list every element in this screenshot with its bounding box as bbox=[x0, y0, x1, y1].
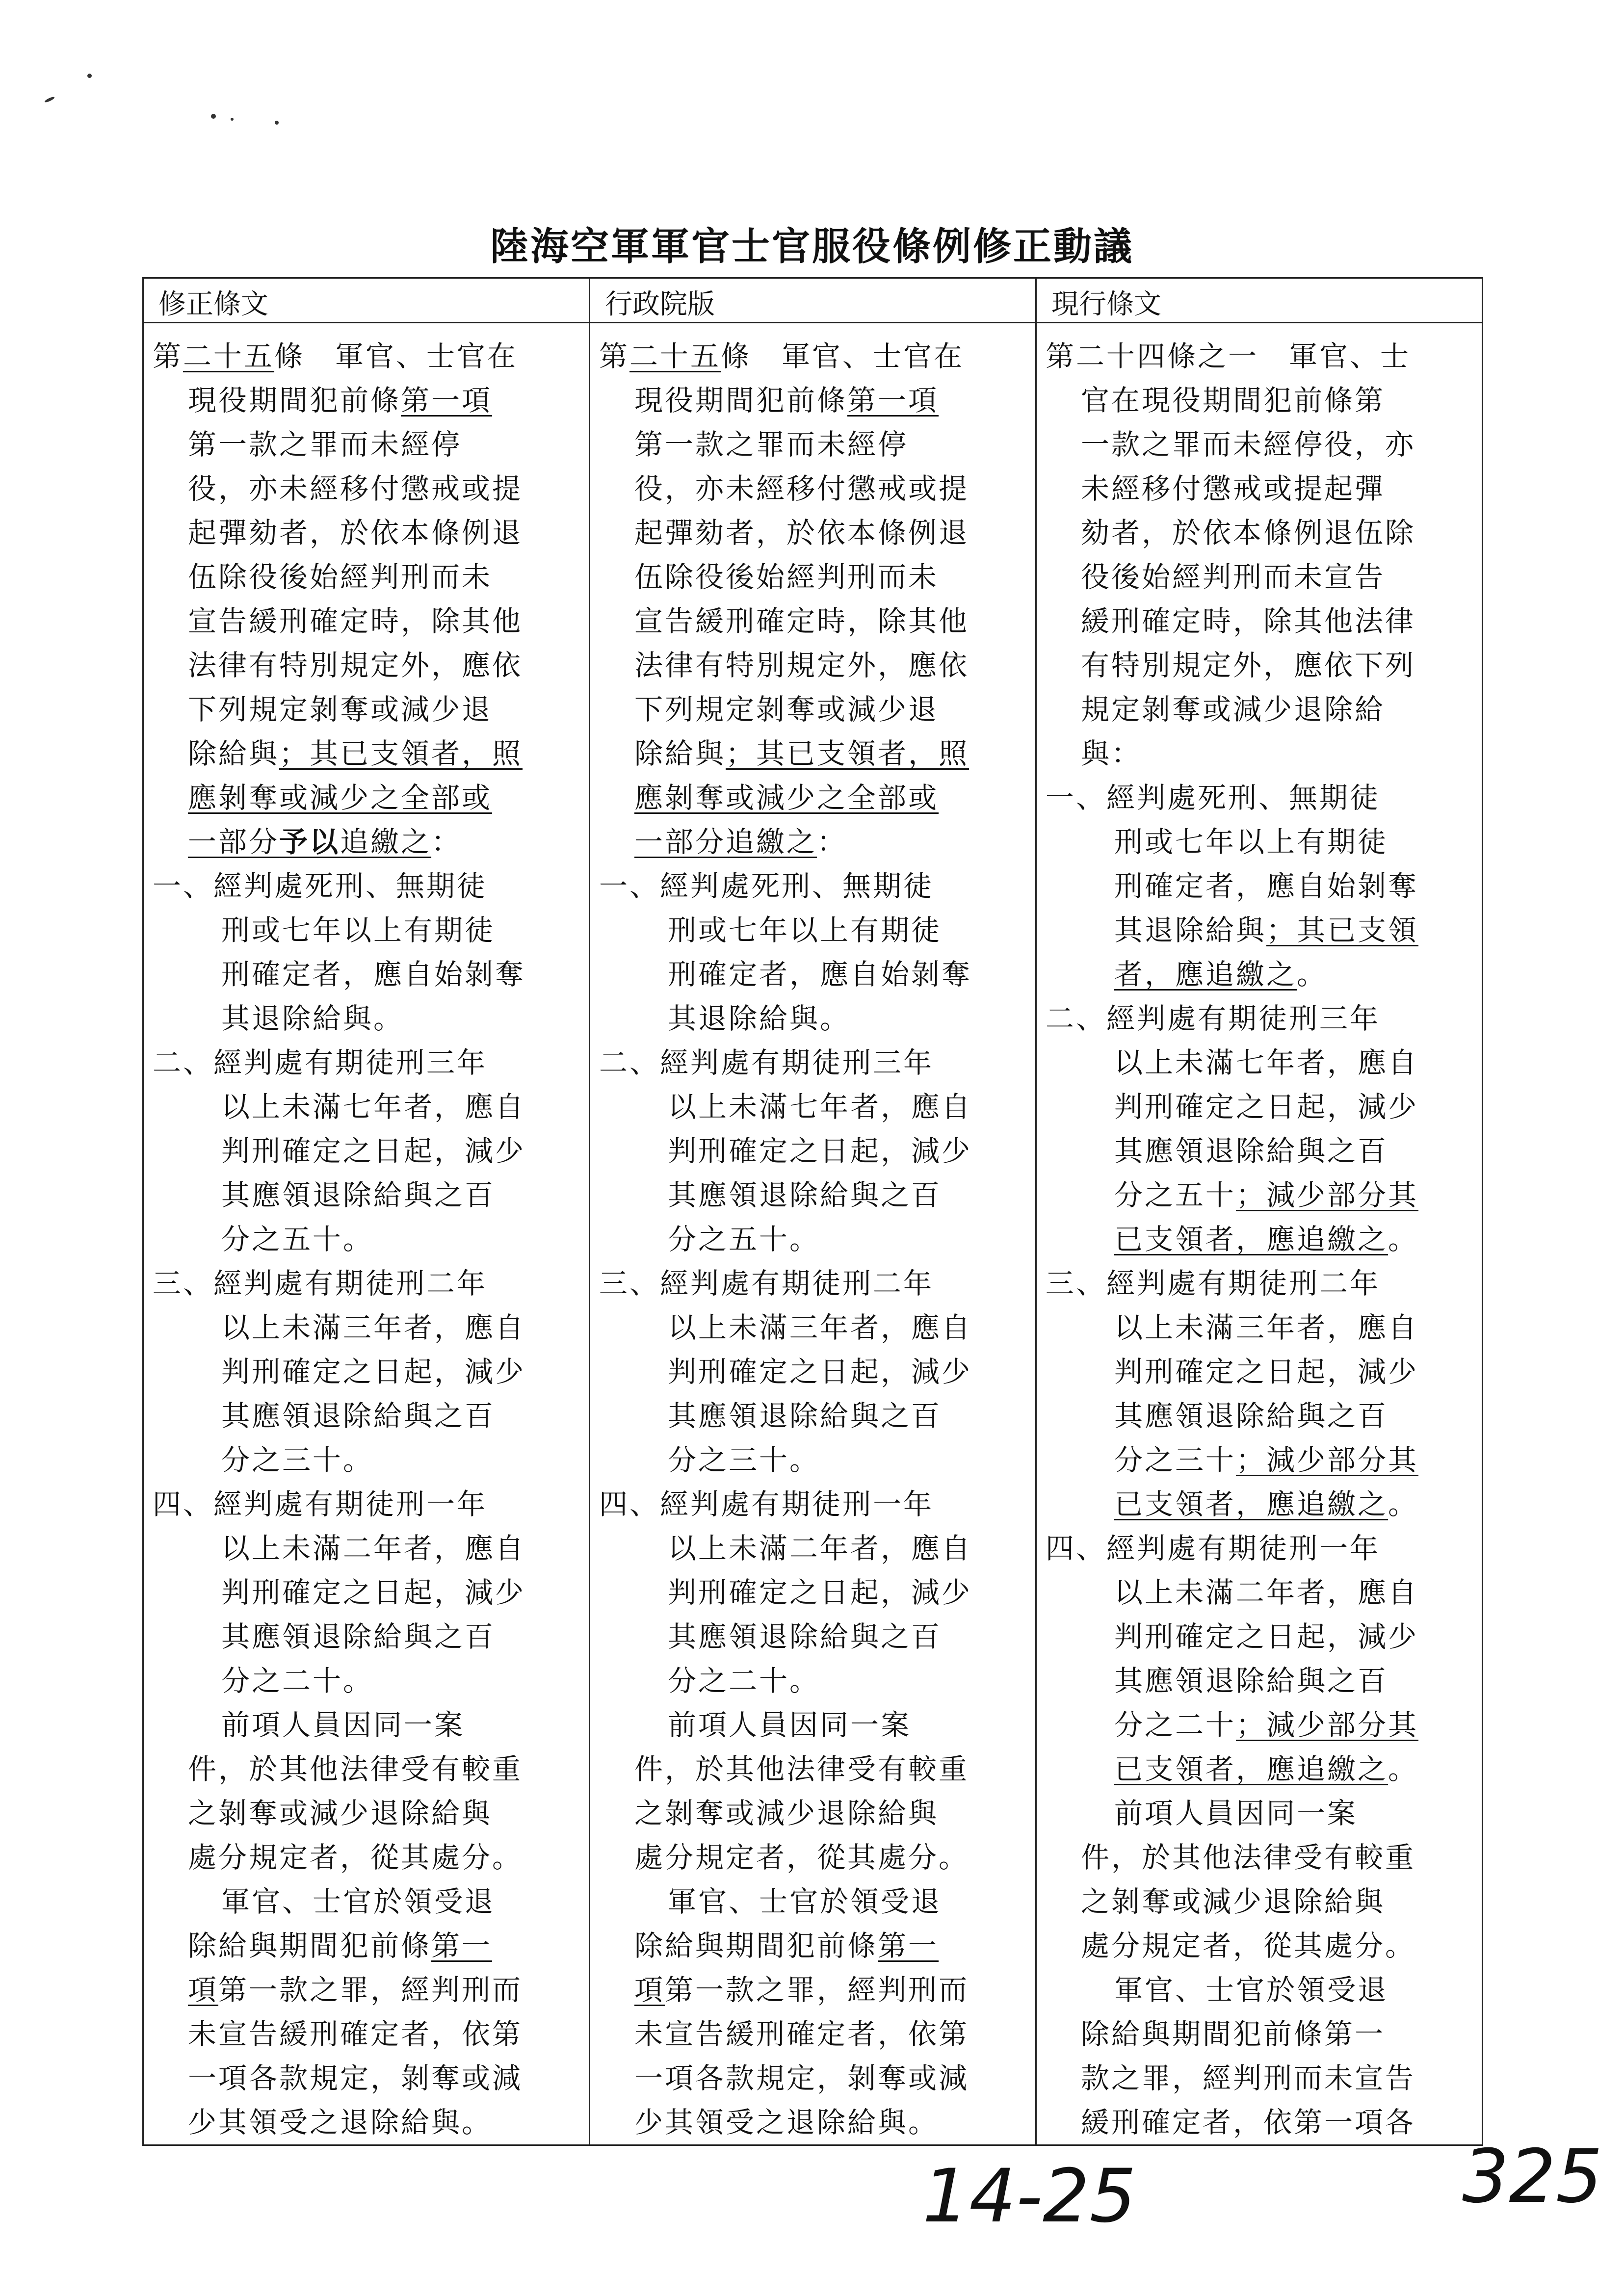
scan-speck bbox=[87, 74, 92, 78]
text-segment: 四、經判處有期徒刑一年 bbox=[153, 1487, 488, 1521]
text-line bbox=[153, 1350, 579, 1394]
text-segment: 役後始經判刑而未宣告 bbox=[1081, 560, 1386, 594]
text-line bbox=[153, 1217, 579, 1261]
header-amended-text: 修正條文 bbox=[143, 278, 590, 323]
text-segment: 分之三十。 bbox=[668, 1443, 820, 1477]
text-segment: 第二十四條之一 軍官、士 bbox=[1046, 339, 1411, 373]
amended-text-segment: ；減少部分其 bbox=[1236, 1708, 1419, 1742]
text-line bbox=[599, 1261, 1025, 1305]
text-segment: 其應領退除給與之百 bbox=[221, 1399, 496, 1433]
column-amended-text bbox=[143, 323, 590, 2145]
text-line bbox=[1046, 1041, 1472, 1085]
text-segment: 前項人員因同一案 bbox=[1114, 1797, 1358, 1830]
amended-text-segment: ；減少部分其 bbox=[1236, 1178, 1419, 1212]
header-executive-yuan-version: 行政院版 bbox=[590, 278, 1036, 323]
amended-text-segment: 予以 bbox=[279, 825, 341, 859]
text-line bbox=[1046, 2056, 1472, 2100]
amended-text-segment: 追繳之 bbox=[340, 825, 432, 859]
text-line bbox=[599, 2056, 1025, 2100]
text-segment: 其應領退除給與之百 bbox=[221, 1620, 496, 1653]
text-segment: 伍除役後始經判刑而未 bbox=[634, 560, 939, 594]
text-line bbox=[1046, 908, 1472, 952]
text-line bbox=[1046, 1968, 1472, 2012]
text-line bbox=[153, 1791, 579, 1835]
document-title: 陸海空軍軍官士官服役條例修正動議 bbox=[490, 225, 1134, 269]
text-line bbox=[1046, 1659, 1472, 1703]
text-segment: 軍官、士官於領受退 bbox=[221, 1885, 496, 1918]
text-line bbox=[599, 820, 1025, 864]
scan-speck bbox=[275, 121, 279, 125]
text-line bbox=[1046, 378, 1472, 422]
amended-text-segment: 已支領者，應追繳之 bbox=[1114, 1223, 1388, 1256]
text-segment: 判刑確定之日起，減少 bbox=[668, 1355, 972, 1388]
text-segment: 判刑確定之日起，減少 bbox=[668, 1134, 972, 1168]
text-segment: 役，亦未經移付懲戒或提 bbox=[188, 472, 523, 505]
text-line bbox=[153, 1615, 579, 1659]
text-segment: 第 bbox=[599, 339, 630, 373]
text-line bbox=[153, 1438, 579, 1482]
text-line bbox=[153, 1041, 579, 1085]
text-segment: 役，亦未經移付懲戒或提 bbox=[634, 472, 969, 505]
text-line bbox=[1046, 731, 1472, 776]
text-line bbox=[153, 1659, 579, 1703]
text-line bbox=[153, 1394, 579, 1438]
text-segment: 分之三十。 bbox=[221, 1443, 374, 1477]
amended-text-segment: 項 bbox=[634, 1973, 665, 2007]
amended-text-segment: 第一 bbox=[431, 1929, 493, 1962]
text-segment: 以上未滿七年者，應自 bbox=[1114, 1046, 1419, 1079]
text-segment: 其應領退除給與之百 bbox=[668, 1178, 942, 1212]
text-segment: 除給與期間犯前條第一 bbox=[1081, 2017, 1386, 2051]
text-line bbox=[153, 1835, 579, 1879]
text-segment: 一項各款規定，剝奪或減 bbox=[188, 2061, 523, 2095]
amended-text-segment: 第一項 bbox=[401, 384, 493, 417]
text-segment: 除給與 bbox=[634, 737, 726, 770]
text-line bbox=[1046, 1350, 1472, 1394]
handwritten-page-mark: 14-25 bbox=[922, 2154, 1136, 2239]
text-segment: 起彈劾者，於依本條例退 bbox=[188, 516, 523, 549]
text-line bbox=[599, 467, 1025, 511]
text-line bbox=[599, 1703, 1025, 1747]
text-line bbox=[599, 952, 1025, 996]
text-segment: 一項各款規定，剝奪或減 bbox=[634, 2061, 969, 2095]
text-segment: 法律有特別規定外，應依 bbox=[634, 649, 969, 682]
amended-text-segment: 應剝奪或減少之全部或 bbox=[634, 781, 939, 814]
text-line bbox=[599, 1350, 1025, 1394]
text-line bbox=[153, 378, 579, 422]
text-line bbox=[599, 908, 1025, 952]
amended-text-segment: ；其已支領 bbox=[1266, 913, 1419, 947]
text-segment: 件，於其他法律受有較重 bbox=[1081, 1841, 1416, 1874]
text-line bbox=[1046, 1526, 1472, 1570]
text-segment: 分之二十 bbox=[1114, 1708, 1236, 1742]
text-line bbox=[1046, 820, 1472, 864]
text-segment: 處分規定者，從其處分。 bbox=[634, 1841, 969, 1874]
text-line bbox=[153, 1747, 579, 1791]
text-line bbox=[1046, 1835, 1472, 1879]
text-line bbox=[153, 820, 579, 864]
text-segment: 其應領退除給與之百 bbox=[668, 1620, 942, 1653]
text-segment: 除給與 bbox=[188, 737, 280, 770]
text-line bbox=[1046, 1570, 1472, 1615]
text-segment: 刑確定者，應自始剝奪 bbox=[221, 958, 526, 991]
text-line bbox=[1046, 1879, 1472, 1924]
amended-text-segment: 第一項 bbox=[847, 384, 939, 417]
text-segment: 軍官、士官於領受退 bbox=[668, 1885, 942, 1918]
text-line bbox=[599, 1438, 1025, 1482]
text-line bbox=[599, 334, 1025, 378]
text-segment: 分之二十。 bbox=[221, 1664, 374, 1697]
text-segment: 第一款之罪，經判刑而 bbox=[665, 1973, 969, 2007]
text-line bbox=[153, 2100, 579, 2144]
text-segment: 處分規定者，從其處分。 bbox=[1081, 1929, 1416, 1962]
text-line bbox=[599, 1924, 1025, 1968]
amended-text-segment: 已支領者，應追繳之 bbox=[1114, 1487, 1388, 1521]
text-line bbox=[599, 378, 1025, 422]
text-line bbox=[153, 599, 579, 643]
text-line bbox=[1046, 599, 1472, 643]
text-line bbox=[599, 776, 1025, 820]
text-segment: 第一款之罪，經判刑而 bbox=[218, 1973, 523, 2007]
text-line bbox=[1046, 511, 1472, 555]
text-line bbox=[599, 1085, 1025, 1129]
text-line bbox=[1046, 952, 1472, 996]
text-line bbox=[1046, 1703, 1472, 1747]
text-line bbox=[153, 1703, 579, 1747]
text-line bbox=[153, 1526, 579, 1570]
text-line bbox=[599, 1041, 1025, 1085]
text-segment: 二、經判處有期徒刑三年 bbox=[599, 1046, 934, 1079]
amended-text-segment: 已支領者，應追繳之 bbox=[1114, 1752, 1388, 1786]
text-line bbox=[153, 1968, 579, 2012]
text-segment: 二、經判處有期徒刑三年 bbox=[1046, 1002, 1381, 1035]
text-segment: ： bbox=[431, 825, 462, 859]
text-segment: ： bbox=[817, 825, 848, 859]
text-line bbox=[153, 908, 579, 952]
text-segment: 。 bbox=[1388, 1487, 1419, 1521]
text-line bbox=[153, 1482, 579, 1526]
text-segment: 與： bbox=[1081, 737, 1142, 770]
text-segment: 其應領退除給與之百 bbox=[668, 1399, 942, 1433]
text-segment: 之剝奪或減少退除給與 bbox=[634, 1797, 939, 1830]
text-segment: 款之罪，經判刑而未宣告 bbox=[1081, 2061, 1416, 2095]
text-line bbox=[1046, 555, 1472, 599]
text-segment: 其應領退除給與之百 bbox=[1114, 1664, 1388, 1697]
text-segment: 分之五十。 bbox=[221, 1223, 374, 1256]
text-segment: 三、經判處有期徒刑二年 bbox=[1046, 1267, 1381, 1300]
text-line bbox=[599, 2100, 1025, 2144]
text-line bbox=[599, 2012, 1025, 2056]
text-segment: 下列規定剝奪或減少退 bbox=[634, 693, 939, 726]
text-segment: 判刑確定之日起，減少 bbox=[221, 1134, 526, 1168]
amended-text-segment: ；減少部分其 bbox=[1236, 1443, 1419, 1477]
text-segment: 三、經判處有期徒刑二年 bbox=[153, 1267, 488, 1300]
amended-text-segment: 二十五 bbox=[629, 339, 721, 373]
text-line bbox=[1046, 334, 1472, 378]
amended-text-segment: 一部分 bbox=[188, 825, 280, 859]
text-line bbox=[599, 599, 1025, 643]
text-line bbox=[599, 1570, 1025, 1615]
text-line bbox=[1046, 422, 1472, 467]
text-segment: 現役期間犯前條 bbox=[634, 384, 848, 417]
text-line bbox=[1046, 467, 1472, 511]
text-line bbox=[1046, 1482, 1472, 1526]
text-line bbox=[599, 1968, 1025, 2012]
text-line bbox=[1046, 1085, 1472, 1129]
text-segment: 緩刑確定時，除其他法律 bbox=[1081, 604, 1416, 638]
text-line bbox=[599, 864, 1025, 908]
text-line bbox=[1046, 1791, 1472, 1835]
amended-text-segment: 第一 bbox=[878, 1929, 939, 1962]
text-line bbox=[599, 643, 1025, 687]
text-segment: 分之三十 bbox=[1114, 1443, 1236, 1477]
text-segment: 除給與期間犯前條 bbox=[188, 1929, 432, 1962]
text-line bbox=[1046, 1173, 1472, 1217]
text-line bbox=[153, 952, 579, 996]
column-executive-yuan-version bbox=[590, 323, 1036, 2145]
text-segment: 官在現役期間犯前條第 bbox=[1081, 384, 1386, 417]
text-segment: 處分規定者，從其處分。 bbox=[188, 1841, 523, 1874]
text-line bbox=[153, 731, 579, 776]
text-segment: 起彈劾者，於依本條例退 bbox=[634, 516, 969, 549]
scan-speck bbox=[231, 118, 234, 121]
amended-text-segment: ；其已支領者，照 bbox=[726, 737, 969, 770]
text-line bbox=[153, 1261, 579, 1305]
header-current-text: 現行條文 bbox=[1036, 278, 1483, 323]
text-line bbox=[153, 1173, 579, 1217]
text-segment: 刑確定者，應自始剝奪 bbox=[1114, 869, 1419, 903]
text-segment: 判刑確定之日起，減少 bbox=[221, 1355, 526, 1388]
text-line bbox=[599, 996, 1025, 1041]
text-line bbox=[599, 1791, 1025, 1835]
text-segment: 第 bbox=[153, 339, 183, 373]
text-line bbox=[153, 1879, 579, 1924]
text-segment: 宣告緩刑確定時，除其他 bbox=[188, 604, 523, 638]
text-line bbox=[599, 1217, 1025, 1261]
text-line bbox=[153, 334, 579, 378]
text-segment: 條 軍官、士官在 bbox=[274, 339, 518, 373]
amended-text-segment: 二十五 bbox=[183, 339, 275, 373]
text-segment: 三、經判處有期徒刑二年 bbox=[599, 1267, 934, 1300]
text-line bbox=[153, 422, 579, 467]
amended-text-segment: 者，應追繳之 bbox=[1114, 958, 1297, 991]
text-segment: 。 bbox=[1388, 1752, 1419, 1786]
text-line bbox=[599, 1526, 1025, 1570]
text-segment: 其應領退除給與之百 bbox=[1114, 1399, 1388, 1433]
text-segment: 判刑確定之日起，減少 bbox=[1114, 1355, 1419, 1388]
table-header-row bbox=[143, 278, 1483, 323]
column-current-text bbox=[1036, 323, 1483, 2145]
text-segment: 判刑確定之日起，減少 bbox=[1114, 1620, 1419, 1653]
text-line bbox=[153, 467, 579, 511]
text-line bbox=[599, 1659, 1025, 1703]
text-line bbox=[1046, 1129, 1472, 1173]
text-line bbox=[153, 1305, 579, 1350]
text-line bbox=[599, 511, 1025, 555]
text-segment: 四、經判處有期徒刑一年 bbox=[1046, 1532, 1381, 1565]
text-line bbox=[599, 555, 1025, 599]
text-segment: 判刑確定之日起，減少 bbox=[1114, 1090, 1419, 1123]
text-segment: 刑或七年以上有期徒 bbox=[1114, 825, 1388, 859]
text-line bbox=[599, 1879, 1025, 1924]
text-line bbox=[153, 864, 579, 908]
text-line bbox=[599, 687, 1025, 731]
text-line bbox=[1046, 2100, 1472, 2144]
text-line bbox=[153, 643, 579, 687]
text-segment: 刑確定者，應自始剝奪 bbox=[668, 958, 972, 991]
text-segment: 以上未滿三年者，應自 bbox=[221, 1311, 526, 1344]
text-segment: 一、經判處死刑、無期徒 bbox=[599, 869, 934, 903]
scan-speck bbox=[211, 114, 216, 119]
text-segment: 伍除役後始經判刑而未 bbox=[188, 560, 493, 594]
text-segment: 劾者，於依本條例退伍除 bbox=[1081, 516, 1416, 549]
text-segment: 下列規定剝奪或減少退 bbox=[188, 693, 493, 726]
text-segment: 其應領退除給與之百 bbox=[221, 1178, 496, 1212]
text-segment: 一款之罪而未經停役，亦 bbox=[1081, 428, 1416, 461]
text-line bbox=[153, 1129, 579, 1173]
text-segment: 。 bbox=[1297, 958, 1328, 991]
text-segment: 以上未滿二年者，應自 bbox=[668, 1532, 972, 1565]
text-line bbox=[1046, 1261, 1472, 1305]
text-line bbox=[1046, 1924, 1472, 1968]
text-segment: 刑或七年以上有期徒 bbox=[668, 913, 942, 947]
text-line bbox=[1046, 1747, 1472, 1791]
text-segment: 未宣告緩刑確定者，依第 bbox=[634, 2017, 969, 2051]
text-segment: 以上未滿三年者，應自 bbox=[668, 1311, 972, 1344]
text-segment: 判刑確定之日起，減少 bbox=[221, 1576, 526, 1609]
text-line bbox=[599, 422, 1025, 467]
text-line bbox=[1046, 1438, 1472, 1482]
text-segment: 刑或七年以上有期徒 bbox=[221, 913, 496, 947]
text-line bbox=[1046, 864, 1472, 908]
text-segment: 之剝奪或減少退除給與 bbox=[1081, 1885, 1386, 1918]
text-segment: 條 軍官、士官在 bbox=[721, 339, 965, 373]
text-segment: 前項人員因同一案 bbox=[221, 1708, 465, 1742]
text-segment: 現役期間犯前條 bbox=[188, 384, 401, 417]
text-line bbox=[1046, 996, 1472, 1041]
text-line bbox=[599, 1173, 1025, 1217]
text-segment: 未經移付懲戒或提起彈 bbox=[1081, 472, 1386, 505]
text-segment: 以上未滿七年者，應自 bbox=[668, 1090, 972, 1123]
text-segment: 未宣告緩刑確定者，依第 bbox=[188, 2017, 523, 2051]
text-line bbox=[1046, 643, 1472, 687]
text-line bbox=[599, 1394, 1025, 1438]
text-segment: 少其領受之退除給與。 bbox=[634, 2106, 939, 2139]
text-line bbox=[153, 2012, 579, 2056]
text-segment: 有特別規定外，應依下列 bbox=[1081, 649, 1416, 682]
text-segment: 四、經判處有期徒刑一年 bbox=[599, 1487, 934, 1521]
text-segment: 一、經判處死刑、無期徒 bbox=[1046, 781, 1381, 814]
text-segment: 以上未滿二年者，應自 bbox=[221, 1532, 526, 1565]
text-segment: 分之五十 bbox=[1114, 1178, 1236, 1212]
text-segment: 分之五十。 bbox=[668, 1223, 820, 1256]
text-segment: 以上未滿三年者，應自 bbox=[1114, 1311, 1419, 1344]
text-segment: 除給與期間犯前條 bbox=[634, 1929, 878, 1962]
text-line bbox=[153, 511, 579, 555]
text-line bbox=[599, 1615, 1025, 1659]
text-segment: 其退除給與。 bbox=[668, 1002, 851, 1035]
table-body-row bbox=[143, 323, 1483, 2145]
amended-text-segment: ；其已支領者，照 bbox=[279, 737, 523, 770]
text-line bbox=[599, 1835, 1025, 1879]
text-segment: 一、經判處死刑、無期徒 bbox=[153, 869, 488, 903]
amended-text-segment: 項 bbox=[188, 1973, 219, 2007]
text-segment: 緩刑確定者，依第一項各 bbox=[1081, 2106, 1416, 2139]
text-segment: 軍官、士官於領受退 bbox=[1114, 1973, 1388, 2007]
text-line bbox=[1046, 2012, 1472, 2056]
text-line bbox=[1046, 1217, 1472, 1261]
text-line bbox=[599, 1747, 1025, 1791]
text-line bbox=[599, 1305, 1025, 1350]
text-segment: 第一款之罪而未經停 bbox=[634, 428, 909, 461]
text-line bbox=[599, 1129, 1025, 1173]
text-line bbox=[1046, 1305, 1472, 1350]
text-line bbox=[599, 1482, 1025, 1526]
scan-speck bbox=[44, 96, 55, 104]
text-segment: 其退除給與 bbox=[1114, 913, 1267, 947]
text-line bbox=[153, 996, 579, 1041]
text-line bbox=[153, 2056, 579, 2100]
text-line bbox=[599, 731, 1025, 776]
text-line bbox=[153, 1924, 579, 1968]
text-line bbox=[153, 555, 579, 599]
text-line bbox=[153, 1085, 579, 1129]
text-line bbox=[1046, 1615, 1472, 1659]
text-segment: 分之二十。 bbox=[668, 1664, 820, 1697]
text-line bbox=[153, 687, 579, 731]
text-segment: 宣告緩刑確定時，除其他 bbox=[634, 604, 969, 638]
text-segment: 件，於其他法律受有較重 bbox=[188, 1752, 523, 1786]
text-segment: 。 bbox=[1388, 1223, 1419, 1256]
text-segment: 規定剝奪或減少退除給 bbox=[1081, 693, 1386, 726]
text-line bbox=[1046, 687, 1472, 731]
comparison-table bbox=[142, 277, 1483, 2146]
text-segment: 第一款之罪而未經停 bbox=[188, 428, 462, 461]
text-segment: 少其領受之退除給與。 bbox=[188, 2106, 493, 2139]
text-line bbox=[153, 1570, 579, 1615]
handwritten-page-number: 325 bbox=[1462, 2134, 1603, 2219]
text-segment: 前項人員因同一案 bbox=[668, 1708, 912, 1742]
text-segment: 件，於其他法律受有較重 bbox=[634, 1752, 969, 1786]
text-segment: 其退除給與。 bbox=[221, 1002, 404, 1035]
text-segment: 其應領退除給與之百 bbox=[1114, 1134, 1388, 1168]
amended-text-segment: 一部分追繳之 bbox=[634, 825, 817, 859]
text-line bbox=[1046, 1394, 1472, 1438]
text-line bbox=[153, 776, 579, 820]
amended-text-segment: 應剝奪或減少之全部或 bbox=[188, 781, 493, 814]
text-segment: 二、經判處有期徒刑三年 bbox=[153, 1046, 488, 1079]
text-segment: 以上未滿二年者，應自 bbox=[1114, 1576, 1419, 1609]
text-line bbox=[1046, 776, 1472, 820]
text-segment: 法律有特別規定外，應依 bbox=[188, 649, 523, 682]
text-segment: 判刑確定之日起，減少 bbox=[668, 1576, 972, 1609]
text-segment: 以上未滿七年者，應自 bbox=[221, 1090, 526, 1123]
text-segment: 之剝奪或減少退除給與 bbox=[188, 1797, 493, 1830]
